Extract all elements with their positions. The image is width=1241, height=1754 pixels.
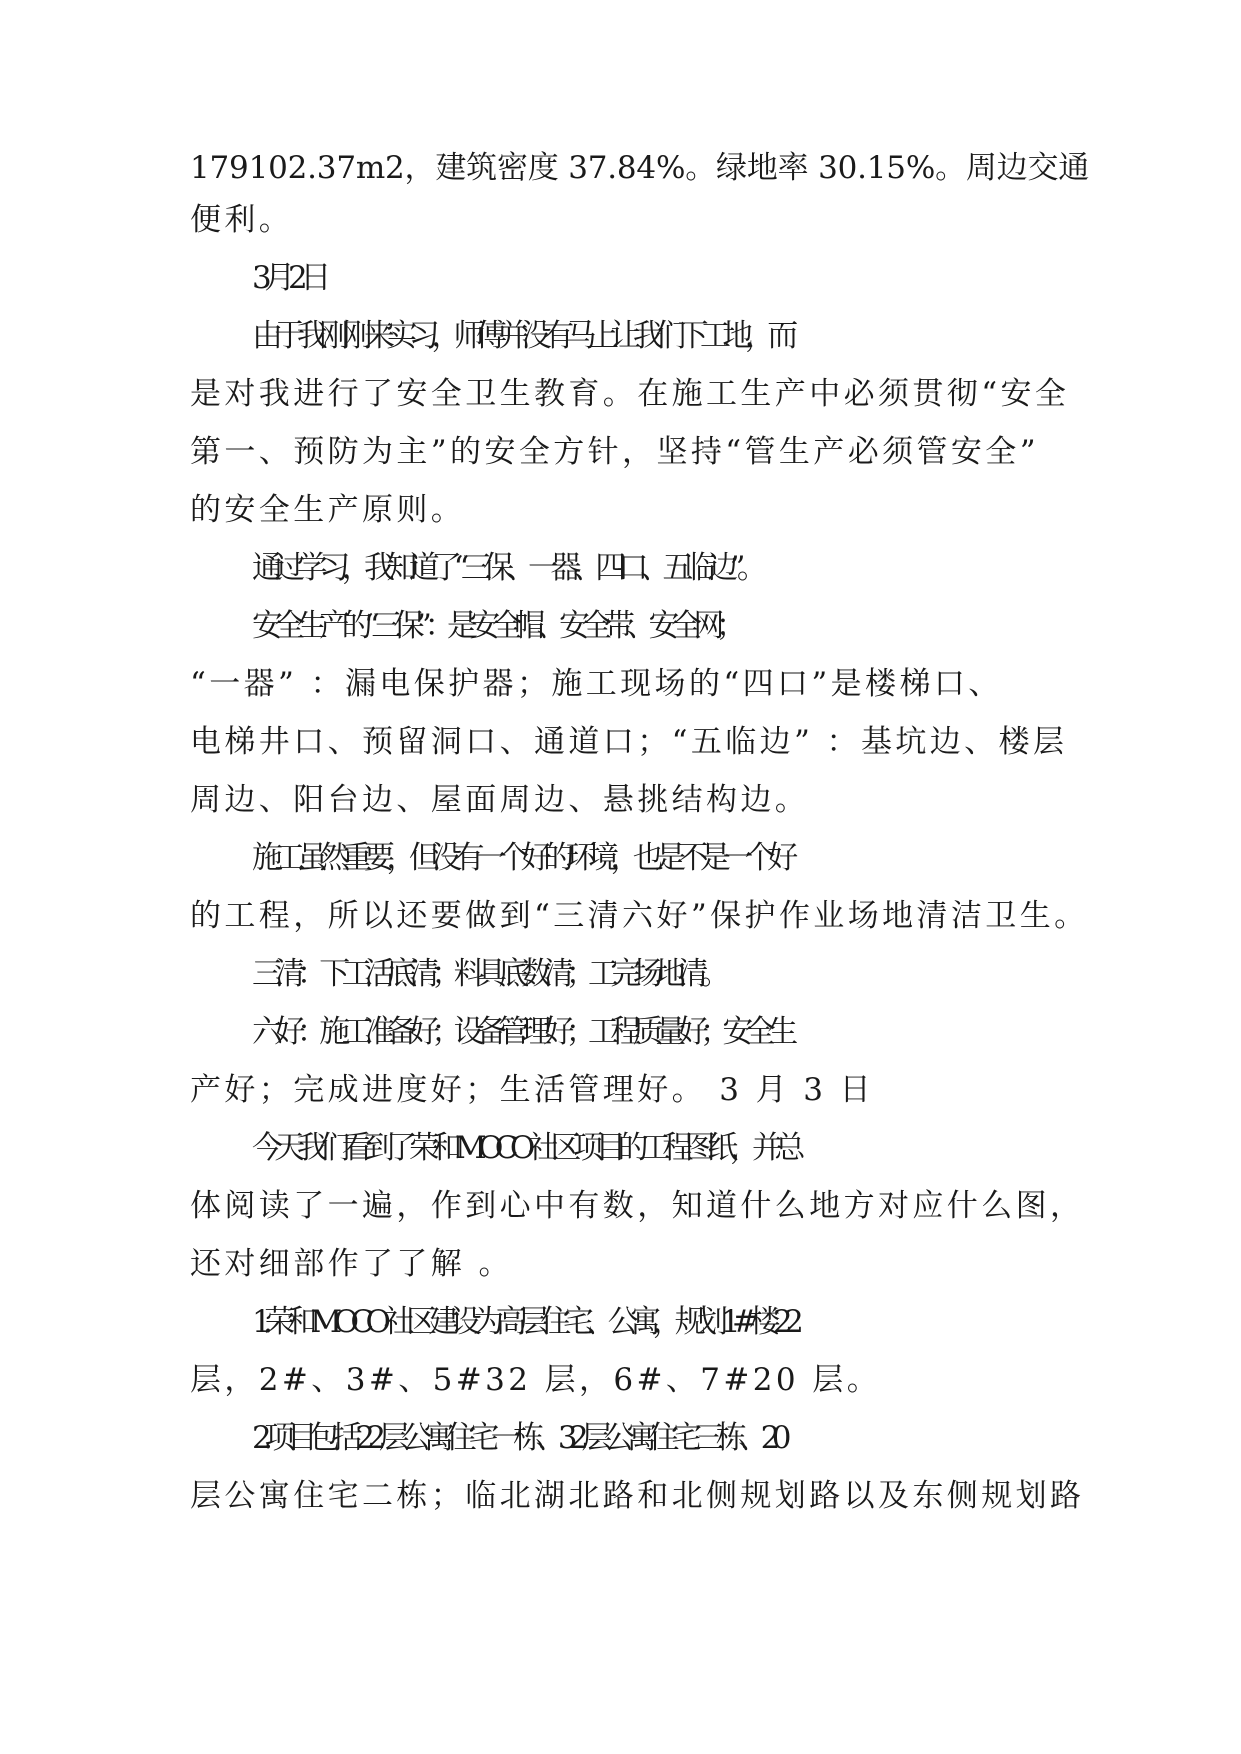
text-line: 施工虽然重要，但没有一个好的环境，也是不是一个好 <box>252 840 790 876</box>
text-line: 通过学习，我知道了“三保、一器、四口、五临边”。 <box>252 550 760 586</box>
text-line: “一器” ：漏电保护器；施工现场的“四口”是楼梯口、 <box>190 666 1003 702</box>
text-line: 六好：施工准备好；设备管理好；工程质量好；安全生 <box>252 1014 790 1050</box>
text-line: 179102.37m2，建筑密度 37.84%。绿地率 30.15%。周边交通 <box>190 150 1090 186</box>
text-line: 三清：下工活底清；料具底数清；工完场地清。 <box>252 956 723 992</box>
text-line: 体阅读了一遍，作到心中有数，知道什么地方对应什么图， <box>190 1188 1085 1224</box>
text-line: 层公寓住宅二栋；临北湖北路和北侧规划路以及东侧规划路 <box>190 1478 1085 1514</box>
text-line: 1.荣和 MOCO 社区建设为高层住宅、公寓，规划 1#楼 22 <box>252 1304 796 1340</box>
text-line: 安全生产的“三保” ：是安全帽、安全带、安全网； <box>252 608 739 644</box>
text-line: 周边、阳台边、屋面周边、悬挑结构边。 <box>190 782 810 818</box>
text-line: 的工程，所以还要做到“三清六好”保护作业场地清洁卫生。 <box>190 898 1089 934</box>
text-line: 的安全生产原则。 <box>190 492 466 528</box>
text-line: 产好；完成进度好；生活管理好。 3 月 3 日 <box>190 1072 875 1108</box>
date-heading: 3 月 2 日 <box>252 260 323 296</box>
text-line: 层，2#、3#、5#32 层，6#、7#20 层。 <box>190 1362 882 1398</box>
text-line: 第一、预防为主”的安全方针，坚持“管生产必须管安全” <box>190 434 1039 470</box>
text-line: 2.项目包括 22 层公寓住宅一栋、32 层公寓住宅三栋、20 <box>252 1420 783 1456</box>
text-line: 是对我进行了安全卫生教育。在施工生产中必须贯彻“安全 <box>190 376 1070 412</box>
text-line: 还对细部作了了解 。 <box>190 1246 513 1282</box>
text-line: 电梯井口、预留洞口、通道口；“五临边” ：基坑边、楼层 <box>190 724 1068 760</box>
text-line: 便利。 <box>190 202 294 238</box>
text-line: 由于我刚刚来实习，师傅并没有马上让我们下工地，而 <box>252 318 790 354</box>
text-line: 今天我们看到了荣和 MOCO 社区项目的工程图纸，并总 <box>252 1130 797 1166</box>
